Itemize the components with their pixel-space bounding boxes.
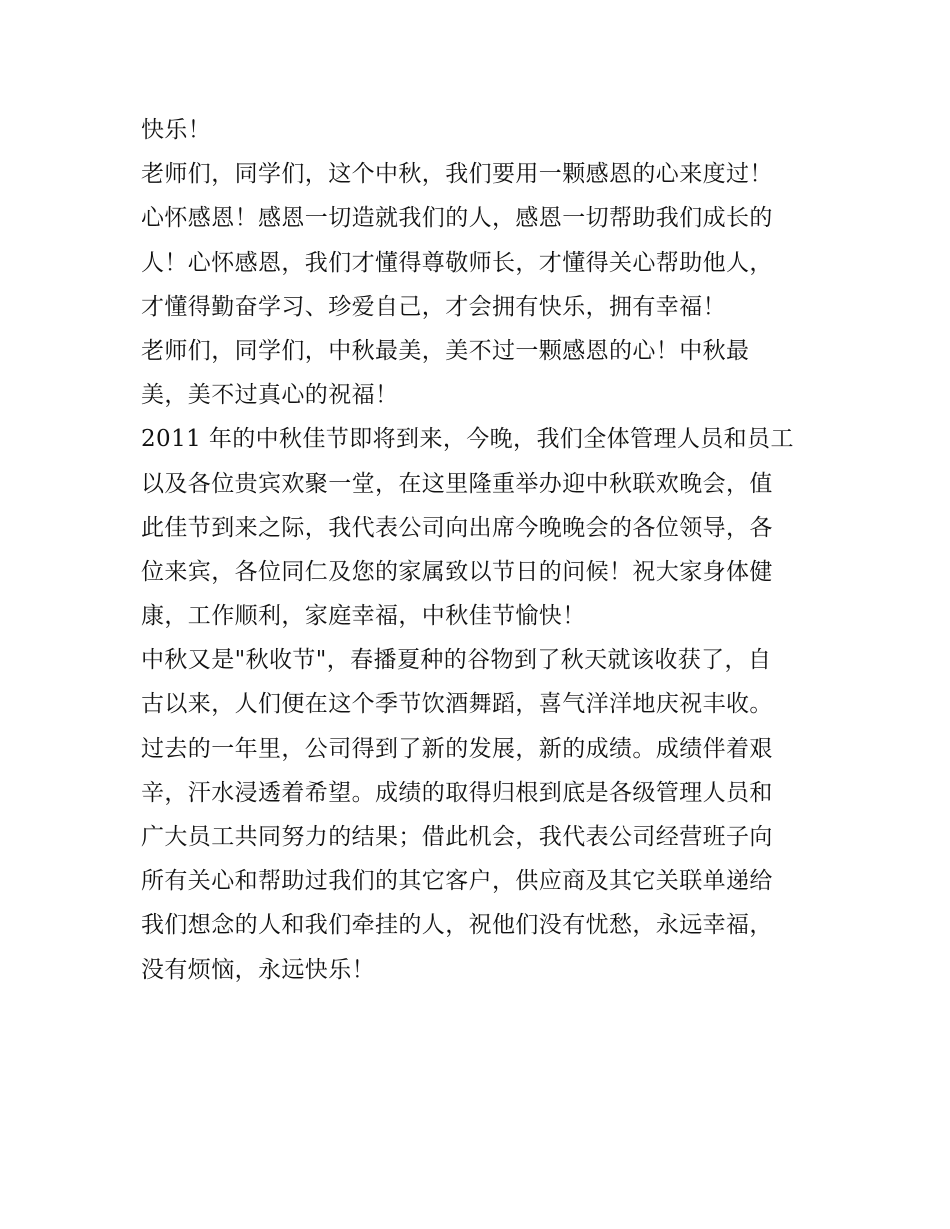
text-line: 老师们，同学们，中秋最美，美不过一颗感恩的心！中秋最	[141, 337, 750, 364]
text-line: 以及各位贵宾欢聚一堂，在这里隆重举办迎中秋联欢晚会，值	[141, 470, 773, 497]
text-line: 广大员工共同努力的结果；借此机会，我代表公司经营班子向	[141, 824, 773, 850]
text-line: 康，工作顺利，家庭幸福，中秋佳节愉快！	[141, 603, 586, 630]
text-line: 美，美不过真心的祝福！	[141, 382, 399, 409]
document-body	[141, 108, 813, 992]
text-line: 老师们，同学们，这个中秋，我们要用一颗感恩的心来度过！	[141, 161, 773, 188]
text-line: 没有烦恼，永远快乐！	[141, 956, 375, 983]
text-line: 所有关心和帮助过我们的其它客户，供应商及其它关联单递给	[141, 868, 773, 895]
text-line: 此佳节到来之际，我代表公司向出席今晚晚会的各位领导，各	[141, 514, 773, 541]
text-line: 我们想念的人和我们牵挂的人，祝他们没有忧愁，永远幸福，	[141, 912, 773, 939]
text-line: 辛，汗水浸透着希望。成绩的取得归根到底是各级管理人员和	[141, 779, 773, 806]
text-line: 心怀感恩！感恩一切造就我们的人，感恩一切帮助我们成长的	[141, 205, 773, 232]
text-line: 人！心怀感恩，我们才懂得尊敬师长，才懂得关心帮助他人，	[141, 249, 773, 276]
text-line: 2011 年的中秋佳节即将到来，今晚，我们全体管理人员和员工	[141, 426, 794, 453]
text-line: 过去的一年里，公司得到了新的发展，新的成绩。成绩伴着艰	[141, 735, 773, 762]
text-line: 才懂得勤奋学习、珍爱自己，才会拥有快乐，拥有幸福！	[141, 293, 726, 320]
text-line: 位来宾，各位同仁及您的家属致以节日的问候！祝大家身体健	[141, 558, 773, 585]
text-line: 快乐！	[141, 117, 212, 143]
text-line: 中秋又是"秋收节"，春播夏种的谷物到了秋天就该收获了，自	[141, 647, 772, 674]
text-line: 古以来，人们便在这个季节饮酒舞蹈，喜气洋洋地庆祝丰收。	[141, 691, 773, 718]
